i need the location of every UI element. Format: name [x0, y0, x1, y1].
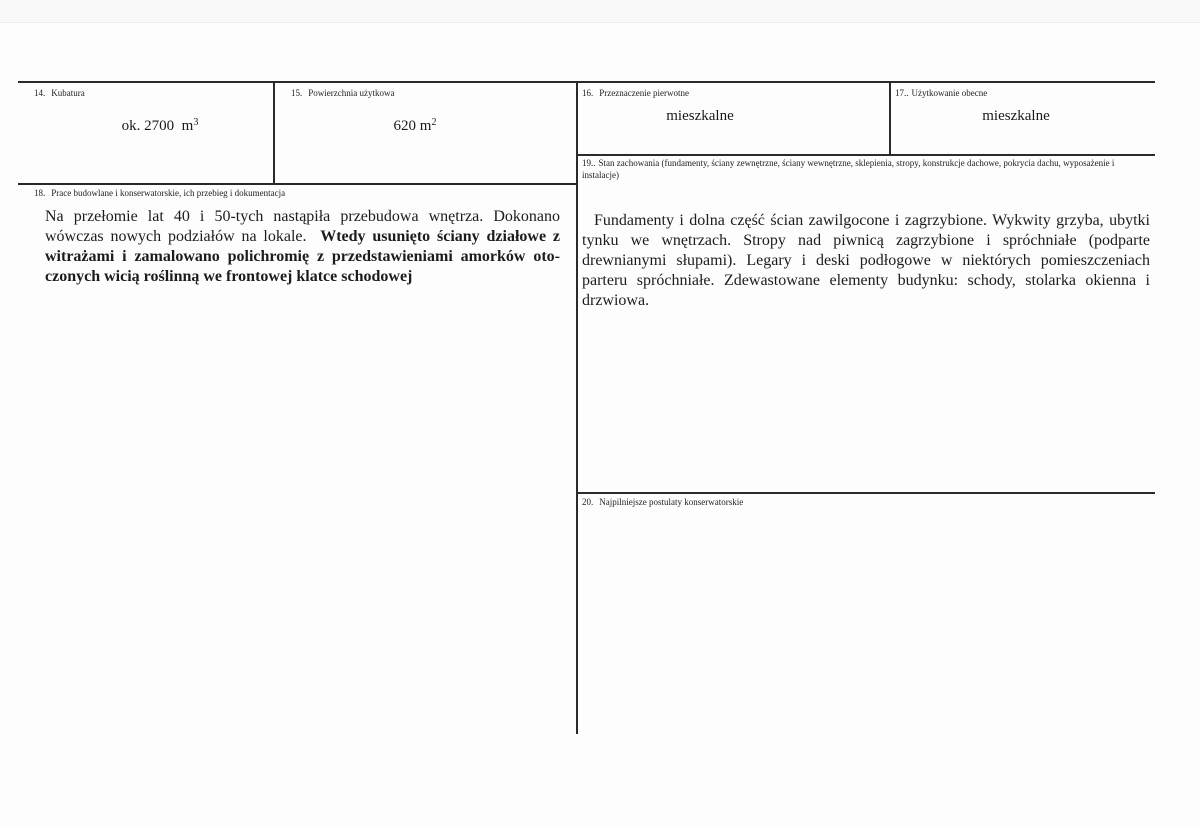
- field-15-unit: m: [419, 118, 432, 134]
- field-19-title: Stan zachowania (fundamenty, ściany zewnętrzne, ściany wewnętrzne, sklepienia, stropy, konstrukcje dachowe, pokrycia dachu, wyposażenie i instalacje): [582, 158, 1115, 180]
- field-16-value: mieszkalne: [666, 108, 734, 124]
- field-18-number: 18.: [34, 188, 46, 198]
- field-14-amount: ok. 2700: [121, 118, 175, 134]
- field-16-title: Przeznaczenie pierwotne: [599, 88, 689, 98]
- field-14-unit: m: [181, 118, 194, 134]
- scan-edge: [0, 0, 1200, 23]
- field-19-number: 19..: [582, 158, 596, 168]
- field-18-plain: Na przełomie lat 40 i 50-tych nastąpiła przebudowa wnętrza. Dokonano wówczas nowych podziałów na lokale.: [45, 208, 560, 245]
- field-17-value: mieszkalne: [982, 108, 1050, 124]
- field-18-text: [45, 207, 560, 287]
- field-14-number: 14.: [34, 88, 46, 98]
- field-19-text: Fundamenty i dolna część ścian zawilgocone i zagrzybione. Wykwity grzyba, ubytki tynku we wnętrzach. Stropy nad piwnicą zagrzybione i spróchniałe (podparte drewnianymi słupami). Legary i deski podłogowe w niektórych pomieszczeniach parteru spróchniałe. Zdewastowane elementy budynku: schody, stolarka okienna i drzwiowa.: [582, 212, 1150, 309]
- field-20-number: 20.: [582, 497, 594, 507]
- field-14-exponent: 3: [193, 117, 199, 128]
- field-15-label: [291, 87, 394, 99]
- field-18-title: Prace budowlane i konserwatorskie, ich przebieg i dokumentacja: [51, 188, 286, 198]
- center-divider: [576, 82, 578, 734]
- field-14-title: Kubatura: [51, 88, 85, 98]
- field-16-number: 16.: [582, 88, 594, 98]
- rule-above-20: [577, 492, 1155, 494]
- field-14-value: [60, 117, 260, 135]
- field-15-value: [330, 117, 500, 135]
- field-18-label: [34, 187, 285, 199]
- field-20-title: Najpilniejsze postulaty konserwatorskie: [599, 497, 744, 507]
- field-15-exponent: 2: [431, 117, 437, 128]
- rule-below-14-15: [18, 183, 577, 185]
- field-14-label: [34, 87, 85, 99]
- field-15-title: Powierzchnia użytkowa: [308, 88, 395, 98]
- field-15-amount: 620: [393, 118, 417, 134]
- field-17-number: 17..: [895, 88, 909, 98]
- divider-16-17: [889, 82, 891, 154]
- field-18-bold: Wtedy usunięto ściany działowe z witrażami i zamalowano polichromię z przedstawieniami amorków oto-czonych wicią roślinną we frontowej klatce schodowej: [45, 228, 561, 285]
- top-rule: [18, 81, 1155, 83]
- rule-below-16-17: [577, 154, 1155, 156]
- field-16-label: [582, 87, 689, 99]
- divider-14-15: [273, 82, 275, 183]
- field-17-title: Użytkowanie obecne: [911, 88, 988, 98]
- field-15-number: 15.: [291, 88, 303, 98]
- field-17-label: [895, 87, 987, 99]
- field-19-label: [582, 157, 1142, 181]
- field-20-label: [582, 496, 743, 508]
